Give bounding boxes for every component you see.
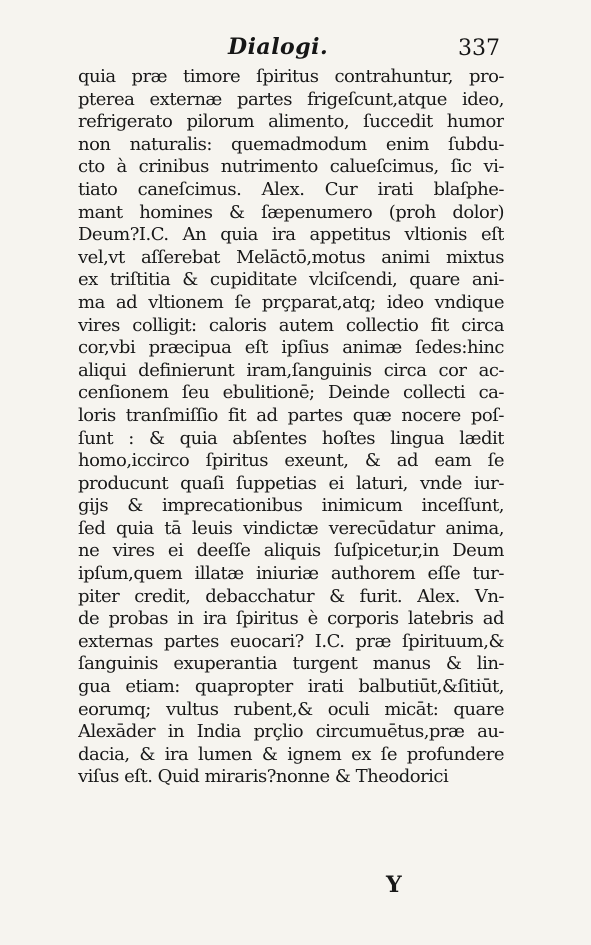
text-line: piter credit, debacchatur & furit. Alex. Vn- [78,585,504,607]
text-line: ma ad vltionem ſe prçparat,atq; ideo vndique [78,291,504,313]
text-line: ſanguinis exuperantia turgent manus & lin- [78,653,504,675]
signature-mark: Y [386,872,402,898]
text-line: pterea externæ partes frigeſcunt,atque ideo, [78,88,504,110]
text-line: ex triſtitia & cupiditate vlciſcendi, quare ani- [78,269,504,291]
text-line: ipſum,quem illatæ iniuriæ authorem eſſe tur- [78,563,504,585]
text-line: tiato caneſcimus. Alex. Cur irati blaſphe- [78,178,504,200]
text-line: vires colligit: caloris autem collectio fit circa [78,314,504,336]
body-text [78,66,504,789]
text-line: gua etiam: quapropter irati balbutiūt,&ſitiūt, [78,676,504,698]
text-line: Deum?I.C. An quia ira appetitus vltionis eſt [78,224,504,246]
text-line: aliqui definierunt iram,ſanguinis circa cor ac- [78,359,504,381]
text-line: Alexāder in India prçlio circumuētus,præ au- [78,721,504,743]
page-header [78,34,504,68]
text-line: eorumq; vultus rubent,& oculi micāt: quare [78,698,504,720]
text-line: cenſionem ſeu ebulitionē; Deinde collecti ca- [78,382,504,404]
page-number: 337 [458,36,500,61]
text-line: cor,vbi præcipua eſt ipſius animæ ſedes:hinc [78,337,504,359]
text-line: vel,vt aſſerebat Melāctō,motus animi mixtus [78,246,504,268]
text-line: loris tranſmiſſio fit ad partes quæ nocere poſ- [78,404,504,426]
text-line: non naturalis: quemadmodum enim ſubdu- [78,133,504,155]
text-line: viſus eſt. Quid miraris?nonne & Theodorici [78,766,449,788]
text-line: dacia, & ira lumen & ignem ex ſe profundere [78,743,504,765]
text-line: gijs & imprecationibus inimicum inceſſunt, [78,495,504,517]
text-line: quia præ timore ſpiritus contrahuntur, pro- [78,66,504,87]
text-line: de probas in ira ſpiritus è corporis latebris ad [78,608,504,630]
text-line: mant homines & ſæpenumero (proh dolor) [78,201,504,223]
running-title: Dialogi. [228,34,329,60]
text-line: refrigerato pilorum alimento, ſuccedit humor [78,111,504,133]
text-line: ne vires ei deeſſe aliquis ſuſpicetur,in Deum [78,540,504,562]
text-line: homo,iccirco ſpiritus exeunt, & ad eam ſe [78,450,504,472]
text-line: cto à crinibus nutrimento calueſcimus, ſic vi- [78,156,504,178]
text-line: ſunt : & quia abſentes hoſtes lingua lædit [78,427,504,449]
text-line: ſed quia tā leuis vindictæ verecūdatur anima, [78,517,504,539]
text-line: producunt quaſi ſuppetias ei laturi, vnde iur- [78,472,504,494]
text-line: externas partes euocari? I.C. præ ſpirituum,& [78,630,504,652]
